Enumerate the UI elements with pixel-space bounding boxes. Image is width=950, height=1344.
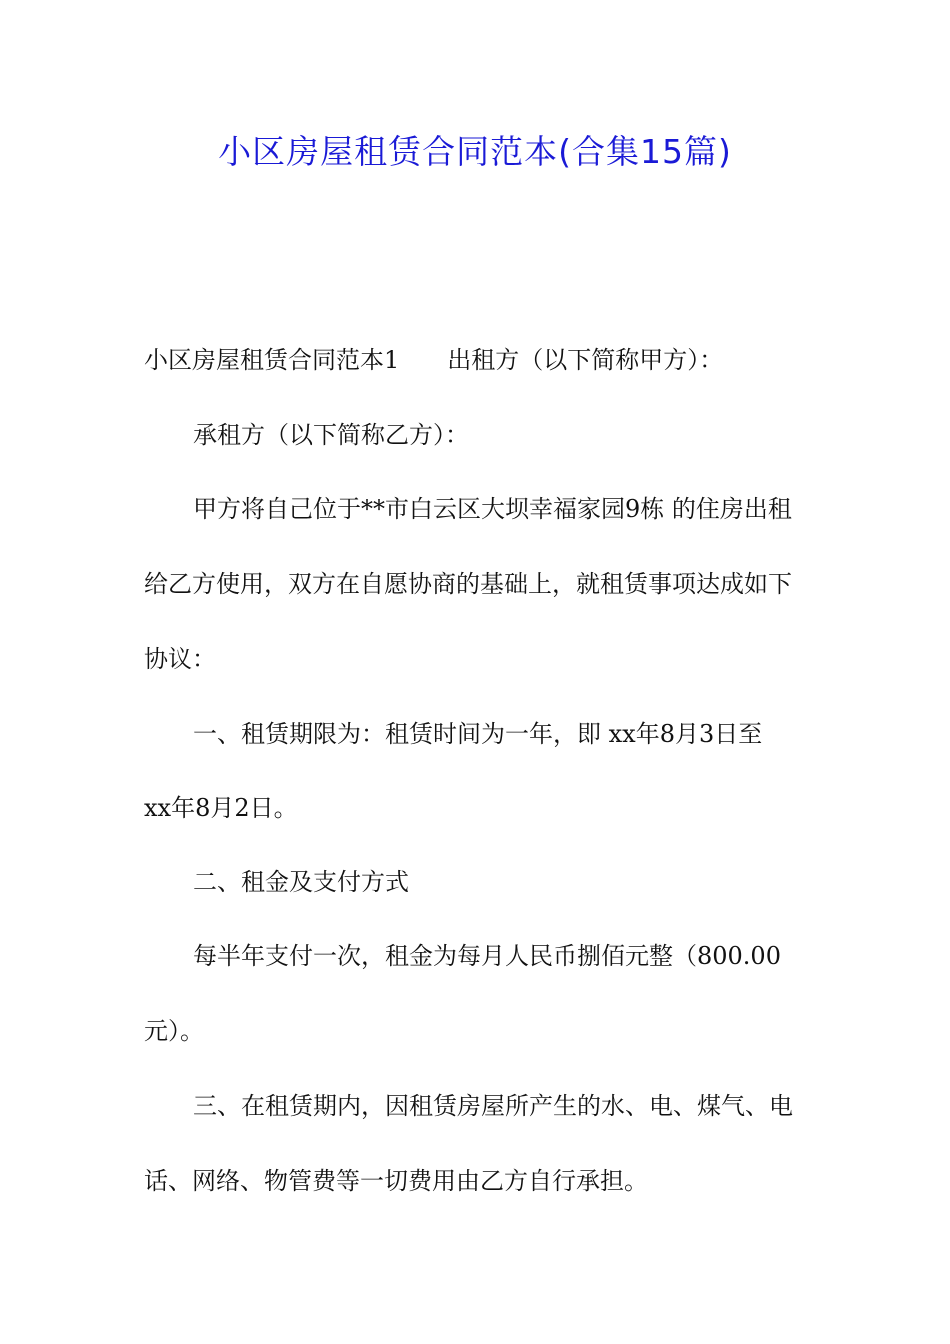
section-heading: 二、租金及支付方式: [193, 868, 409, 896]
lessor-label: 出租方（以下简称甲方）：: [447, 346, 724, 374]
contract-heading: 小区房屋租赁合同范本1: [144, 346, 400, 374]
paragraph-line: 话、网络、物管费等一切费用由乙方自行承担。: [144, 1167, 648, 1195]
paragraph-line: 承租方（以下简称乙方）：: [193, 421, 469, 449]
paragraph-line: 三、在租赁期内，因租赁房屋所产生的水、电、煤气、电: [193, 1092, 793, 1120]
paragraph-line: 元）。: [144, 1017, 204, 1045]
document-title: 小区房屋租赁合同范本(合集15篇): [218, 132, 732, 171]
paragraph-line: 甲方将自己位于**市白云区大坝幸福家园9栋 的住房出租: [193, 495, 792, 523]
paragraph-line: 一、租赁期限为：租赁时间为一年，即 xx年8月3日至: [193, 720, 763, 748]
paragraph-line: 协议：: [144, 645, 216, 673]
paragraph-line: 给乙方使用，双方在自愿协商的基础上，就租赁事项达成如下: [144, 570, 792, 598]
paragraph-line: [144, 342, 808, 378]
paragraph-line: 每半年支付一次，租金为每月人民币捌佰元整（800.00: [193, 942, 781, 970]
paragraph-line: xx年8月2日。: [144, 794, 298, 822]
